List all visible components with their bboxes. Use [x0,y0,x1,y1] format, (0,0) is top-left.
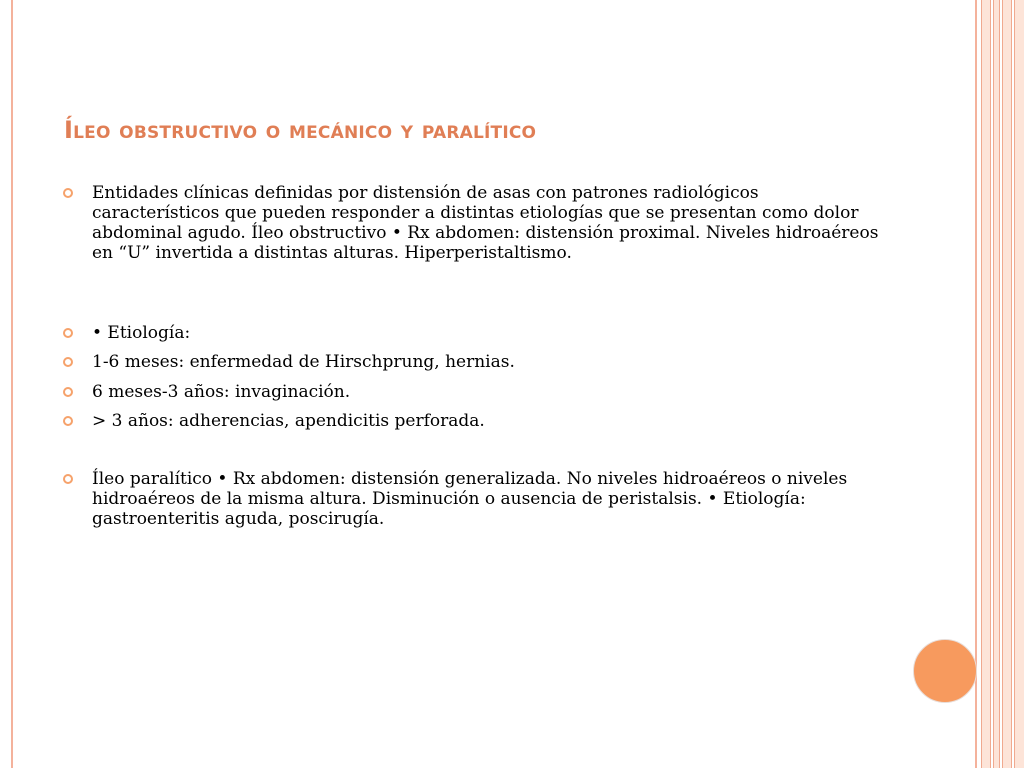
bullet-text: > 3 años: adherencias, apendicitis perforada. [92,411,485,431]
decorative-stripe [993,0,1000,768]
decorative-circle [913,639,977,703]
slide-title: Íleo obstructivo o mecánico y paralítico [64,116,537,144]
bullet-text: 6 meses-3 años: invaginación. [92,382,351,402]
bullet-text: Entidades clínicas definidas por distensión de asas con patrones radiológicos característicos que pueden responder a distintas etiologías que se presentan como dolor abdominal agudo. Íleo obstructivo • Rx abdomen: distensión proximal. Niveles hidroaéreos en “U” invertida a distintas alturas. Hiperperistaltismo. [92,183,879,263]
bullet-text: Íleo paralítico • Rx abdomen: distensión generalizada. No niveles hidroaéreos o niveles hidroaéreos de la misma altura. Disminución o ausencia de peristalsis. • Etiología: gastroenteritis aguda, poscirugía. [92,469,848,529]
bullet-marker-icon [63,328,73,338]
bullet-marker-icon [63,387,73,397]
bullet-marker-icon [63,188,73,198]
bullet-marker-icon [63,474,73,484]
decorative-stripe [981,0,991,768]
decorative-stripe [1014,0,1024,768]
bullet-marker-icon [63,357,73,367]
bullet-text: • Etiología: [92,323,191,343]
decorative-stripe [1002,0,1012,768]
bullet-marker-icon [63,416,73,426]
bullet-text: 1-6 meses: enfermedad de Hirschprung, hernias. [92,352,515,372]
